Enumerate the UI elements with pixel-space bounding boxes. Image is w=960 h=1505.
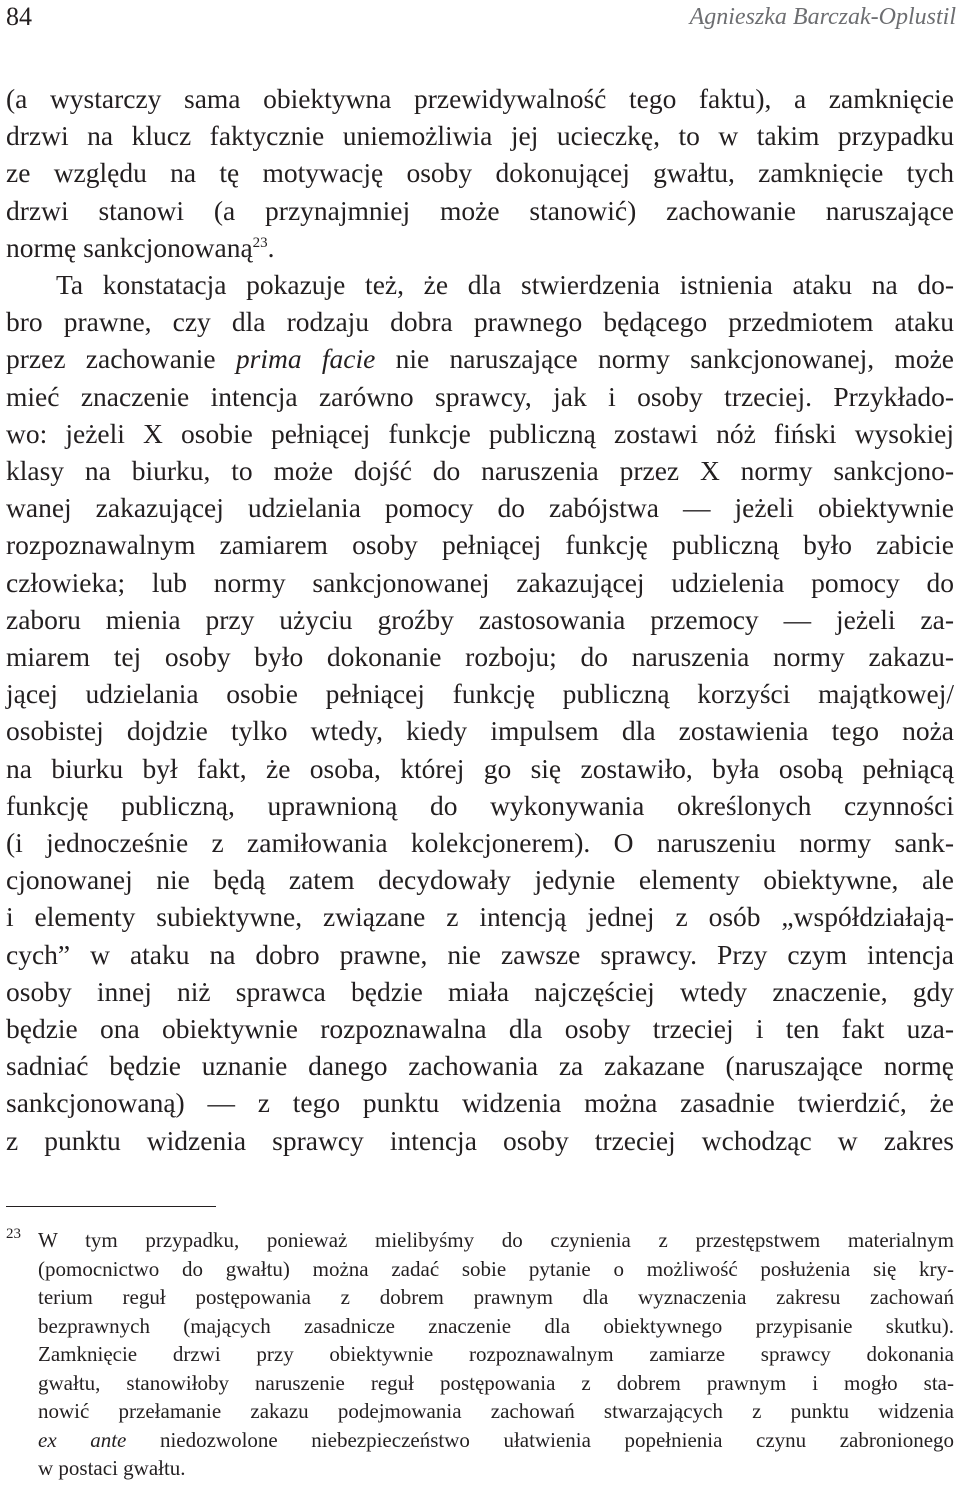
text-segment: niedozwolone niebezpieczeństwo ułatwienia popełnienia czynu zabronionego xyxy=(126,1427,955,1452)
text-line: rozpoznawalnym zamiarem osoby pełniącej funkcję publiczną było zabicie xyxy=(6,529,954,561)
footnote-line: Zamknięcie drzwi przy obiektywnie rozpoznawalnym zamiarze sprawcy dokonania xyxy=(38,1342,954,1366)
text-line: cjonowanej nie będą zatem decydowały jedynie elementy obiektywne, ale xyxy=(6,864,954,896)
text-segment: . xyxy=(267,231,275,263)
footnote-line: terium reguł postępowania z dobrem prawnym dla wyznaczenia zakresu zachowań xyxy=(38,1285,954,1309)
running-head-author: Agnieszka Barczak-Oplustil xyxy=(689,4,956,30)
text-line: mieć znaczenie intencja zarówno sprawcy, jak i osoby trzeciej. Przykłado- xyxy=(6,380,954,412)
text-line: drzwi na klucz faktycznie uniemożliwia jej ucieczkę, to w takim przypadku xyxy=(6,120,954,152)
text-line: wo: jeżeli X osobie pełniącej funkcje publiczną zostawi nóż fiński wysokiej xyxy=(6,417,954,449)
text-line: funkcję publiczną, uprawnioną do wykonywania określonych czynności xyxy=(6,789,954,821)
text-line: ze względu na tę motywację osoby dokonującej gwałtu, zamknięcie tych xyxy=(6,157,954,189)
footnote-text xyxy=(38,1226,954,1483)
footnote-divider xyxy=(6,1206,216,1207)
text-line xyxy=(6,340,954,377)
footnote xyxy=(6,1226,954,1483)
text-line: sadniać będzie uznanie danego zachowania za zakazane (naruszające normę xyxy=(6,1050,954,1082)
footnote-line xyxy=(38,1426,954,1455)
text-line: zaboru mienia przy użyciu groźby zastosowania przemocy — jeżeli za- xyxy=(6,603,954,635)
footnote-line: W tym przypadku, ponieważ mielibyśmy do czynienia z przestępstwem materialnym xyxy=(38,1228,954,1252)
text-line: Ta konstatacja pokazuje też, że dla stwierdzenia istnienia ataku na do- xyxy=(56,269,954,301)
text-line: (a wystarczy sama obiektywna przewidywalność tego faktu), a zamknięcie xyxy=(6,83,954,114)
text-line: z punktu widzenia sprawcy intencja osoby trzeciej wchodząc w zakres xyxy=(6,1124,954,1156)
text-line: człowieka; lub normy sankcjonowanej zakazującej udzielenia pomocy do xyxy=(6,566,954,598)
text-line: osobistej dojdzie tylko wtedy, kiedy impulsem dla zostawienia tego noża xyxy=(6,715,954,747)
page-number: 84 xyxy=(6,2,32,31)
footnote-line: bezprawnych (mających zasadnicze znaczenie dla obiektywnego przypisanie skutku). xyxy=(38,1313,954,1338)
text-segment: nie naruszające normy sankcjonowanej, może xyxy=(375,343,954,375)
footnote-line: gwałtu, stanowiłoby naruszenie reguł postępowania z dobrem prawnym i mogło sta- xyxy=(38,1370,954,1395)
text-line: klasy na biurku, to może dojść do naruszenia przez X normy sankcjono- xyxy=(6,455,954,487)
text-line: sankcjonowaną) — z tego punktu widzenia można zasadnie twierdzić, że xyxy=(6,1087,954,1119)
text-line: (i jednocześnie z zamiłowania kolekcjonerem). O naruszeniu normy sank- xyxy=(6,827,954,859)
main-text xyxy=(6,80,954,1159)
text-line: bro prawne, czy dla rodzaju dobra prawnego będącego przedmiotem ataku xyxy=(6,306,954,338)
text-line: będzie ona obiektywnie rozpoznawalna dla osoby trzeciej i ten fakt uza- xyxy=(6,1013,954,1045)
text-line: na biurku był fakt, że osoba, której go się zostawiło, była osobą pełniącą xyxy=(6,752,954,784)
text-line: osoby innej niż sprawca będzie miała najczęściej wtedy znaczenie, gdy xyxy=(6,975,954,1007)
page-header xyxy=(0,0,960,40)
italic-term: ex ante xyxy=(38,1427,127,1452)
italic-term: prima facie xyxy=(235,343,376,375)
footnote-line: nowić przełamanie zakazu podejmowania zachowań stwarzających z punktu widzenia xyxy=(38,1399,954,1423)
text-line: i elementy subiektywne, związane z intencją jednej z osób „współdziałają- xyxy=(6,901,954,933)
text-line: cych” w ataku na dobro prawne, nie zawsze sprawcy. Przy czym intencja xyxy=(6,938,954,970)
text-line: jącej udzielania osobie pełniącej funkcję publiczną korzyści majątkowej/ xyxy=(6,678,954,710)
text-line: wanej zakazującej udzielania pomocy do zabójstwa — jeżeli obiektywnie xyxy=(6,492,954,524)
text-line: drzwi stanowi (a przynajmniej może stanowić) zachowanie naruszające xyxy=(6,194,954,226)
text-segment: normę sankcjonowaną xyxy=(6,231,253,263)
footnote-number: 23 xyxy=(6,1226,21,1242)
text-line: miarem tej osoby było dokonanie rozboju; do naruszenia normy zakazu- xyxy=(6,641,954,673)
text-line xyxy=(6,229,954,266)
footnote-line: w postaci gwałtu. xyxy=(38,1456,186,1480)
footnote-reference: 23 xyxy=(252,234,268,251)
footnote-line: (pomocnictwo do gwałtu) można zadać sobie pytanie o możliwość posłużenia się kry- xyxy=(38,1256,954,1281)
text-segment: przez zachowanie xyxy=(6,343,236,375)
